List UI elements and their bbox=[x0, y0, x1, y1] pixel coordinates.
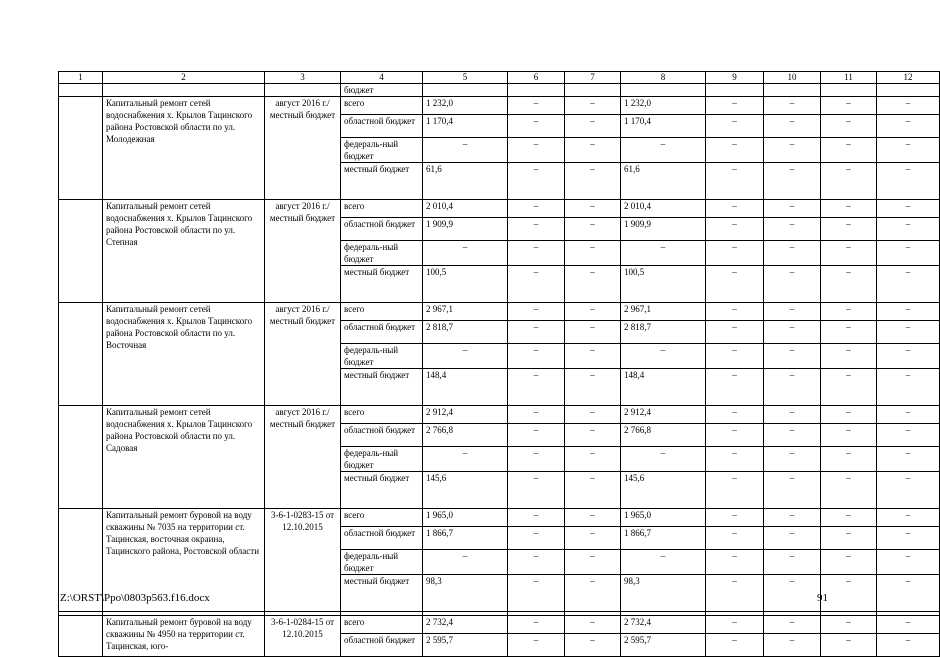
value-col-12: – bbox=[877, 303, 940, 321]
value-col-11: – bbox=[821, 575, 877, 612]
column-number: 11 bbox=[821, 72, 877, 84]
value-col-7: – bbox=[565, 163, 621, 200]
project-name: Капитальный ремонт сетей водоснабжения х. Крылов Тацинского района Ростовской области по ул. Молодежная bbox=[103, 97, 265, 200]
value-col-7: – bbox=[565, 634, 621, 657]
value-col-8: 61,6 bbox=[621, 163, 706, 200]
value-col-8: 2 912,4 bbox=[621, 406, 706, 424]
value-col-11: – bbox=[821, 369, 877, 406]
value-col-12: – bbox=[877, 115, 940, 138]
project-term: август 2016 г./ местный бюджет bbox=[265, 406, 341, 509]
value-col-11: – bbox=[821, 97, 877, 115]
table-row bbox=[59, 97, 940, 115]
value-col-5: 145,6 bbox=[423, 472, 508, 509]
value-col-11: – bbox=[821, 321, 877, 344]
value-col-6: – bbox=[508, 509, 565, 527]
project-term: 3-6-1-0284-15 от 12.10.2015 bbox=[265, 616, 341, 657]
value-col-5: 2 818,7 bbox=[423, 321, 508, 344]
value-col-8: 2 766,8 bbox=[621, 424, 706, 447]
value-col-9: – bbox=[706, 447, 764, 472]
value-col-10: – bbox=[764, 509, 821, 527]
value-col-5: 1 170,4 bbox=[423, 115, 508, 138]
column-number: 9 bbox=[706, 72, 764, 84]
value-col-6: – bbox=[508, 344, 565, 369]
value-col-9: – bbox=[706, 406, 764, 424]
funding-source: местный бюджет bbox=[341, 575, 423, 612]
value-col-9: – bbox=[706, 138, 764, 163]
project-term: август 2016 г./ местный бюджет bbox=[265, 200, 341, 303]
funding-source: местный бюджет bbox=[341, 369, 423, 406]
value-col-5: 2 732,4 bbox=[423, 616, 508, 634]
value-col-8: 1 909,9 bbox=[621, 218, 706, 241]
value-col-5: 148,4 bbox=[423, 369, 508, 406]
value-col-9: – bbox=[706, 509, 764, 527]
row-number-cell bbox=[59, 200, 103, 303]
table-row bbox=[59, 303, 940, 321]
value-col-6: – bbox=[508, 527, 565, 550]
value-col-6: – bbox=[508, 163, 565, 200]
value-col-10: – bbox=[764, 97, 821, 115]
column-number: 4 bbox=[341, 72, 423, 84]
funding-source: областной бюджет bbox=[341, 634, 423, 657]
value-col-7: – bbox=[565, 406, 621, 424]
table-row bbox=[59, 616, 940, 634]
value-col-12: – bbox=[877, 218, 940, 241]
table-cell bbox=[103, 84, 265, 97]
value-col-9: – bbox=[706, 575, 764, 612]
value-col-5: – bbox=[423, 138, 508, 163]
value-col-11: – bbox=[821, 527, 877, 550]
funding-source: всего bbox=[341, 303, 423, 321]
value-col-8: – bbox=[621, 241, 706, 266]
value-col-5: 2 912,4 bbox=[423, 406, 508, 424]
header-row bbox=[59, 72, 940, 84]
value-col-9: – bbox=[706, 369, 764, 406]
value-col-11: – bbox=[821, 138, 877, 163]
value-col-11: – bbox=[821, 303, 877, 321]
value-col-7: – bbox=[565, 218, 621, 241]
value-col-10: – bbox=[764, 163, 821, 200]
value-col-9: – bbox=[706, 97, 764, 115]
column-number: 3 bbox=[265, 72, 341, 84]
funding-source: федераль-ный бюджет bbox=[341, 550, 423, 575]
funding-source: федераль-ный бюджет bbox=[341, 447, 423, 472]
row-number-cell bbox=[59, 303, 103, 406]
value-col-7: – bbox=[565, 447, 621, 472]
value-col-10: – bbox=[764, 115, 821, 138]
funding-source: всего bbox=[341, 406, 423, 424]
value-col-7: – bbox=[565, 200, 621, 218]
funding-source: федераль-ный бюджет bbox=[341, 241, 423, 266]
value-col-5: 2 010,4 bbox=[423, 200, 508, 218]
value-col-6: – bbox=[508, 550, 565, 575]
project-name: Капитальный ремонт буровой на воду скважины № 4950 на территории ст. Тацинская, юго- bbox=[103, 616, 265, 657]
value-col-5: – bbox=[423, 241, 508, 266]
value-col-9: – bbox=[706, 321, 764, 344]
value-col-11: – bbox=[821, 616, 877, 634]
value-col-10: – bbox=[764, 424, 821, 447]
row-number-cell bbox=[59, 616, 103, 657]
value-col-10: – bbox=[764, 200, 821, 218]
budget-table bbox=[58, 71, 940, 657]
value-col-12: – bbox=[877, 447, 940, 472]
value-col-12: – bbox=[877, 266, 940, 303]
value-col-9: – bbox=[706, 200, 764, 218]
value-col-12: – bbox=[877, 241, 940, 266]
page-number: 91 bbox=[817, 592, 828, 604]
value-col-9: – bbox=[706, 424, 764, 447]
value-col-10: – bbox=[764, 447, 821, 472]
value-col-8: 1 170,4 bbox=[621, 115, 706, 138]
funding-source: всего bbox=[341, 97, 423, 115]
value-col-5: – bbox=[423, 344, 508, 369]
value-col-7: – bbox=[565, 303, 621, 321]
value-col-6: – bbox=[508, 97, 565, 115]
value-col-8: 1 866,7 bbox=[621, 527, 706, 550]
value-col-10: – bbox=[764, 303, 821, 321]
value-col-6: – bbox=[508, 369, 565, 406]
value-col-12: – bbox=[877, 472, 940, 509]
table-row bbox=[59, 84, 940, 97]
value-col-6: – bbox=[508, 115, 565, 138]
value-col-10: – bbox=[764, 406, 821, 424]
column-number: 10 bbox=[764, 72, 821, 84]
value-col-9: – bbox=[706, 241, 764, 266]
value-col-7: – bbox=[565, 241, 621, 266]
value-col-12: – bbox=[877, 406, 940, 424]
value-col-9: – bbox=[706, 163, 764, 200]
value-col-5: 1 909,9 bbox=[423, 218, 508, 241]
project-term: август 2016 г./ местный бюджет bbox=[265, 97, 341, 200]
funding-source: федераль-ный бюджет bbox=[341, 344, 423, 369]
table-cell bbox=[821, 84, 877, 97]
value-col-11: – bbox=[821, 406, 877, 424]
value-col-6: – bbox=[508, 303, 565, 321]
value-col-9: – bbox=[706, 344, 764, 369]
column-number: 8 bbox=[621, 72, 706, 84]
value-col-6: – bbox=[508, 138, 565, 163]
value-col-11: – bbox=[821, 115, 877, 138]
value-col-7: – bbox=[565, 97, 621, 115]
value-col-7: – bbox=[565, 266, 621, 303]
value-col-10: – bbox=[764, 634, 821, 657]
project-name: Капитальный ремонт сетей водоснабжения х. Крылов Тацинского района Ростовской области по ул. Восточная bbox=[103, 303, 265, 406]
value-col-5: 98,3 bbox=[423, 575, 508, 612]
value-col-12: – bbox=[877, 575, 940, 612]
value-col-10: – bbox=[764, 527, 821, 550]
value-col-8: 2 010,4 bbox=[621, 200, 706, 218]
table-cell bbox=[423, 84, 508, 97]
value-col-11: – bbox=[821, 200, 877, 218]
funding-source: областной бюджет bbox=[341, 424, 423, 447]
value-col-5: – bbox=[423, 550, 508, 575]
value-col-11: – bbox=[821, 550, 877, 575]
value-col-5: 1 232,0 bbox=[423, 97, 508, 115]
table-cell bbox=[764, 84, 821, 97]
funding-source: федераль-ный бюджет bbox=[341, 138, 423, 163]
value-col-11: – bbox=[821, 266, 877, 303]
column-number: 7 bbox=[565, 72, 621, 84]
value-col-10: – bbox=[764, 472, 821, 509]
value-col-8: – bbox=[621, 138, 706, 163]
value-col-7: – bbox=[565, 115, 621, 138]
table-cell bbox=[508, 84, 565, 97]
value-col-11: – bbox=[821, 634, 877, 657]
table-row bbox=[59, 509, 940, 527]
value-col-8: 1 232,0 bbox=[621, 97, 706, 115]
value-col-8: – bbox=[621, 550, 706, 575]
value-col-6: – bbox=[508, 241, 565, 266]
value-col-12: – bbox=[877, 344, 940, 369]
column-number: 2 bbox=[103, 72, 265, 84]
funding-source: областной бюджет bbox=[341, 218, 423, 241]
column-number: 6 bbox=[508, 72, 565, 84]
value-col-10: – bbox=[764, 321, 821, 344]
value-col-5: 1 965,0 bbox=[423, 509, 508, 527]
project-name: Капитальный ремонт сетей водоснабжения х. Крылов Тацинского района Ростовской области по ул. Садовая bbox=[103, 406, 265, 509]
value-col-8: – bbox=[621, 344, 706, 369]
value-col-12: – bbox=[877, 527, 940, 550]
table-row bbox=[59, 406, 940, 424]
funding-source: областной бюджет bbox=[341, 115, 423, 138]
funding-source: областной бюджет bbox=[341, 527, 423, 550]
value-col-10: – bbox=[764, 266, 821, 303]
funding-source: местный бюджет bbox=[341, 472, 423, 509]
value-col-12: – bbox=[877, 138, 940, 163]
value-col-11: – bbox=[821, 424, 877, 447]
value-col-7: – bbox=[565, 138, 621, 163]
value-col-9: – bbox=[706, 303, 764, 321]
value-col-10: – bbox=[764, 138, 821, 163]
column-number: 1 bbox=[59, 72, 103, 84]
row-number-cell bbox=[59, 97, 103, 200]
value-col-12: – bbox=[877, 634, 940, 657]
table-cell bbox=[565, 84, 621, 97]
value-col-7: – bbox=[565, 424, 621, 447]
value-col-7: – bbox=[565, 575, 621, 612]
value-col-8: 2 967,1 bbox=[621, 303, 706, 321]
column-number: 12 bbox=[877, 72, 940, 84]
value-col-12: – bbox=[877, 550, 940, 575]
table-cell bbox=[621, 84, 706, 97]
value-col-8: – bbox=[621, 447, 706, 472]
table-cell bbox=[877, 84, 940, 97]
value-col-12: – bbox=[877, 424, 940, 447]
value-col-11: – bbox=[821, 509, 877, 527]
value-col-7: – bbox=[565, 344, 621, 369]
project-name: Капитальный ремонт сетей водоснабжения х. Крылов Тацинского района Ростовской области по ул. Степная bbox=[103, 200, 265, 303]
value-col-10: – bbox=[764, 550, 821, 575]
column-number: 5 bbox=[423, 72, 508, 84]
value-col-5: – bbox=[423, 447, 508, 472]
value-col-12: – bbox=[877, 163, 940, 200]
value-col-5: 2 595,7 bbox=[423, 634, 508, 657]
value-col-9: – bbox=[706, 616, 764, 634]
value-col-7: – bbox=[565, 369, 621, 406]
value-col-8: 2 595,7 bbox=[621, 634, 706, 657]
table-cell bbox=[59, 84, 103, 97]
funding-source: всего bbox=[341, 200, 423, 218]
funding-source: всего bbox=[341, 616, 423, 634]
value-col-8: 2 732,4 bbox=[621, 616, 706, 634]
value-col-6: – bbox=[508, 266, 565, 303]
value-col-12: – bbox=[877, 369, 940, 406]
project-term: 3-6-1-0283-15 от 12.10.2015 bbox=[265, 509, 341, 612]
value-col-6: – bbox=[508, 406, 565, 424]
value-col-6: – bbox=[508, 616, 565, 634]
value-col-12: – bbox=[877, 200, 940, 218]
value-col-12: – bbox=[877, 616, 940, 634]
table-cell bbox=[706, 84, 764, 97]
value-col-5: 2 967,1 bbox=[423, 303, 508, 321]
funding-source: бюджет bbox=[341, 84, 423, 97]
value-col-5: 61,6 bbox=[423, 163, 508, 200]
value-col-7: – bbox=[565, 527, 621, 550]
value-col-12: – bbox=[877, 97, 940, 115]
value-col-6: – bbox=[508, 200, 565, 218]
value-col-11: – bbox=[821, 472, 877, 509]
funding-source: местный бюджет bbox=[341, 163, 423, 200]
table-cell bbox=[265, 84, 341, 97]
value-col-7: – bbox=[565, 321, 621, 344]
value-col-9: – bbox=[706, 634, 764, 657]
value-col-8: 100,5 bbox=[621, 266, 706, 303]
value-col-6: – bbox=[508, 218, 565, 241]
value-col-9: – bbox=[706, 115, 764, 138]
project-name: Капитальный ремонт буровой на воду скважины № 7035 на территории ст. Тацинская, восточная окраина, Тацинского района, Ростовской области bbox=[103, 509, 265, 612]
value-col-10: – bbox=[764, 369, 821, 406]
value-col-5: 2 766,8 bbox=[423, 424, 508, 447]
value-col-7: – bbox=[565, 509, 621, 527]
value-col-12: – bbox=[877, 321, 940, 344]
value-col-9: – bbox=[706, 527, 764, 550]
value-col-11: – bbox=[821, 163, 877, 200]
funding-source: местный бюджет bbox=[341, 266, 423, 303]
value-col-5: 100,5 bbox=[423, 266, 508, 303]
value-col-7: – bbox=[565, 472, 621, 509]
project-term: август 2016 г./ местный бюджет bbox=[265, 303, 341, 406]
table-row bbox=[59, 200, 940, 218]
value-col-8: 145,6 bbox=[621, 472, 706, 509]
value-col-10: – bbox=[764, 616, 821, 634]
value-col-7: – bbox=[565, 550, 621, 575]
file-path: Z:\ORST\Ppo\0803p563.f16.docx bbox=[60, 592, 210, 604]
value-col-11: – bbox=[821, 218, 877, 241]
value-col-8: 2 818,7 bbox=[621, 321, 706, 344]
value-col-8: 98,3 bbox=[621, 575, 706, 612]
value-col-12: – bbox=[877, 509, 940, 527]
value-col-8: 148,4 bbox=[621, 369, 706, 406]
value-col-9: – bbox=[706, 550, 764, 575]
value-col-6: – bbox=[508, 447, 565, 472]
funding-source: областной бюджет bbox=[341, 321, 423, 344]
value-col-7: – bbox=[565, 616, 621, 634]
value-col-11: – bbox=[821, 241, 877, 266]
value-col-6: – bbox=[508, 575, 565, 612]
value-col-6: – bbox=[508, 472, 565, 509]
value-col-10: – bbox=[764, 218, 821, 241]
value-col-10: – bbox=[764, 241, 821, 266]
value-col-6: – bbox=[508, 321, 565, 344]
value-col-9: – bbox=[706, 218, 764, 241]
value-col-10: – bbox=[764, 575, 821, 612]
funding-source: всего bbox=[341, 509, 423, 527]
value-col-10: – bbox=[764, 344, 821, 369]
value-col-6: – bbox=[508, 424, 565, 447]
value-col-8: 1 965,0 bbox=[621, 509, 706, 527]
value-col-11: – bbox=[821, 344, 877, 369]
value-col-9: – bbox=[706, 472, 764, 509]
row-number-cell bbox=[59, 406, 103, 509]
value-col-9: – bbox=[706, 266, 764, 303]
value-col-11: – bbox=[821, 447, 877, 472]
value-col-6: – bbox=[508, 634, 565, 657]
value-col-5: 1 866,7 bbox=[423, 527, 508, 550]
